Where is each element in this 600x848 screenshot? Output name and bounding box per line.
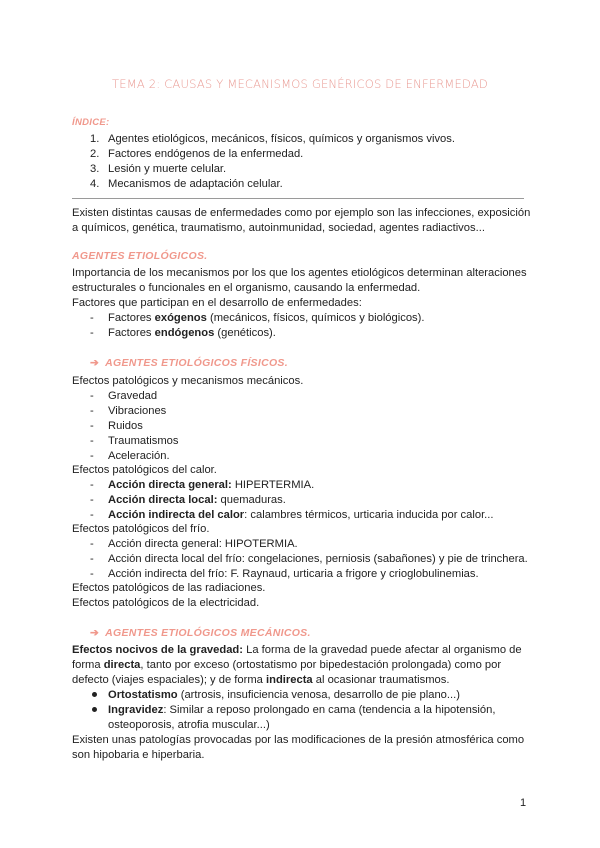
intro-line: a químicos, genética, traumatismo, autoinmunidad, sociedad, agentes radiactivos... [72,222,485,234]
horizontal-divider [72,198,524,199]
dash-bullet: - [90,538,94,550]
intro-line: Existen distintas causas de enfermedades como por ejemplo son las infecciones, exposición [72,207,531,219]
index-item-number: 3. [90,163,100,175]
paragraph-line: Existen unas patologías provocadas por las modificaciones de la presión atmosférica como [72,734,525,746]
paragraph-line: son hipobaria e hiperbaria. [72,749,205,761]
paragraph-line: forma directa, tanto por exceso (ortostatismo por bipedestación prolongada) como por [72,659,502,671]
list-item: Acción directa local: quemaduras. [108,494,286,506]
page-number: 1 [520,797,527,809]
index-heading: ÍNDICE: [72,117,110,128]
dash-bullet: - [90,327,94,339]
dash-bullet: - [90,553,94,565]
dash-bullet: - [90,509,94,521]
dash-bullet: - [90,312,94,324]
paragraph-line: Efectos patológicos de la electricidad. [72,597,260,609]
list-item: Gravedad [108,390,158,402]
paragraph-line: Factores que participan en el desarrollo de enfermedades: [72,297,362,309]
list-item: Vibraciones [108,405,167,417]
list-item: Ingravidez: Similar a reposo prolongado en cama (tendencia a la hipotensión, [108,704,496,716]
list-item: Ortostatismo (artrosis, insuficiencia venosa, desarrollo de pie plano...) [108,689,460,701]
dash-bullet: - [90,405,94,417]
index-item-number: 4. [90,178,100,190]
bullet-dot-icon [92,707,97,712]
list-item: Aceleración. [108,450,170,462]
list-item-continuation: osteoporosis, atrofia muscular...) [108,719,270,731]
dash-bullet: - [90,420,94,432]
paragraph-line: Efectos patológicos del calor. [72,464,217,476]
index-item-number: 2. [90,148,100,160]
index-item: Agentes etiológicos, mecánicos, físicos, químicos y organismos vivos. [108,133,455,145]
paragraph-line: Importancia de los mecanismos por los que los agentes etiológicos determinan alteraciones [72,267,527,279]
index-item: Factores endógenos de la enfermedad. [108,148,304,160]
list-item-endogenos: Factores endógenos (genéticos). [108,327,276,339]
list-item: Ruidos [108,420,143,432]
section-heading-mecanicos: ➔ AGENTES ETIOLÓGICOS MECÁNICOS. [90,627,311,639]
section-heading-fisicos: ➔ AGENTES ETIOLÓGICOS FÍSICOS. [90,357,288,369]
document-title: TEMA 2: CAUSAS Y MECANISMOS GENÉRICOS DE ENFERMEDAD [112,77,488,91]
dash-bullet: - [90,494,94,506]
index-item-number: 1. [90,133,100,145]
paragraph-line: Efectos patológicos del frío. [72,523,210,535]
list-item: Acción indirecta del calor: calambres térmicos, urticaria inducida por calor... [108,509,494,521]
dash-bullet: - [90,390,94,402]
paragraph-line: defecto (viajes espaciales); y de forma indirecta al ocasionar traumatismos. [72,674,450,686]
dash-bullet: - [90,450,94,462]
dash-bullet: - [90,568,94,580]
index-item: Lesión y muerte celular. [108,163,227,175]
paragraph-line: estructurales o funcionales en el organismo, causando la enfermedad. [72,282,421,294]
arrow-icon: ➔ [90,357,100,369]
list-item-exogenos: Factores exógenos (mecánicos, físicos, químicos y biológicos). [108,312,425,324]
list-item: Acción indirecta del frío: F. Raynaud, urticaria a frigore y crioglobulinemias. [108,568,479,580]
paragraph-line: Efectos patológicos y mecanismos mecánicos. [72,375,304,387]
paragraph-line: Efectos patológicos de las radiaciones. [72,582,266,594]
dash-bullet: - [90,479,94,491]
arrow-icon: ➔ [90,627,100,639]
list-item: Acción directa general: HIPERTERMIA. [108,479,315,491]
paragraph-line: Efectos nocivos de la gravedad: La forma de la gravedad puede afectar al organismo de [72,644,522,656]
list-item: Acción directa local del frío: congelaciones, perniosis (sabañones) y pie de trinchera. [108,553,528,565]
list-item: Acción directa general: HIPOTERMIA. [108,538,298,550]
index-item: Mecanismos de adaptación celular. [108,178,283,190]
section-heading-agentes: AGENTES ETIOLÓGICOS. [72,250,208,262]
list-item: Traumatismos [108,435,179,447]
bullet-dot-icon [92,692,97,697]
dash-bullet: - [90,435,94,447]
